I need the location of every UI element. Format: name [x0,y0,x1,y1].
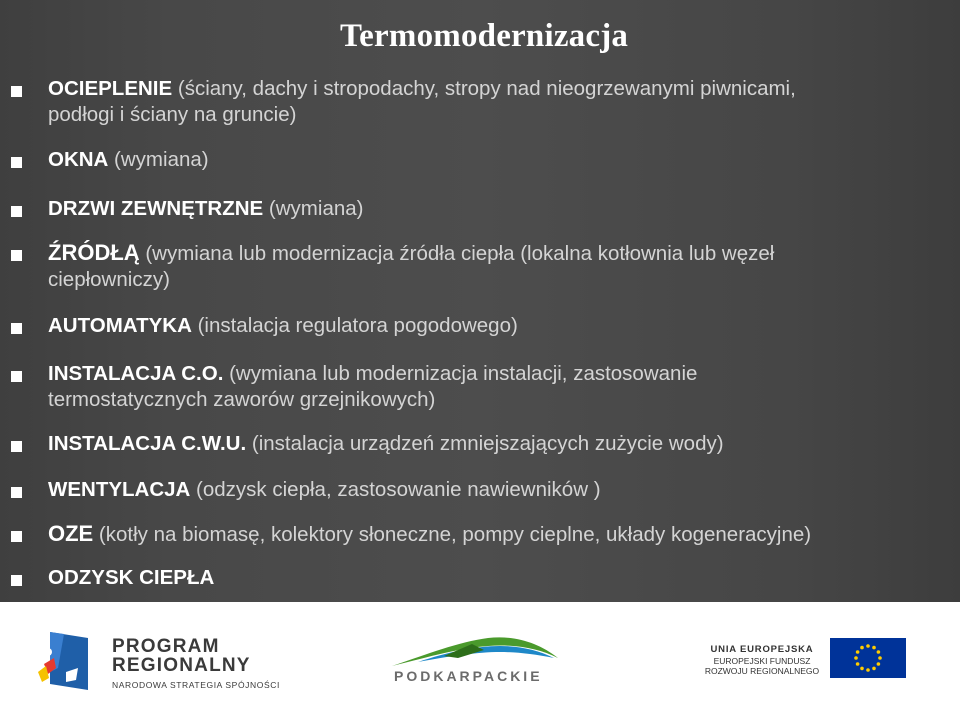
nss-subtitle: NARODOWA STRATEGIA SPÓJNOŚCI [112,680,280,690]
item-description-continued: termostatycznych zaworów grzejnikowych) [48,388,436,411]
item-keyword: AUTOMATYKA [48,314,192,337]
podkarpackie-logo [388,628,573,688]
mountains-icon [388,628,573,668]
square-bullet-icon [11,86,22,97]
podkarpackie-label: PODKARPACKIE [394,668,543,684]
item-description: (wymiana) [263,197,364,220]
item-description: (wymiana) [108,148,209,171]
item-description-continued: ciepłowniczy) [48,268,170,291]
square-bullet-icon [11,441,22,452]
item-description: (wymiana lub modernizacja źródła ciepła (lokalna kotłownia lub węzeł [139,242,775,265]
item-keyword: ODZYSK CIEPŁA [48,566,215,589]
efrr-label-line2: ROZWOJU REGIONALNEGO [704,666,820,676]
program-label: PROGRAM [112,636,220,657]
square-bullet-icon [11,206,22,217]
slide-title: Termomodernizacja [340,18,629,54]
item-keyword: OKNA [48,148,109,171]
square-bullet-icon [11,250,22,261]
square-bullet-icon [11,157,22,168]
regionalny-label: REGIONALNY [112,655,251,676]
item-description: (instalacja regulatora pogodowego) [191,314,518,337]
item-description: (wymiana lub modernizacja instalacji, zastosowanie [223,362,698,385]
item-keyword: DRZWI ZEWNĘTRZNE [48,197,264,220]
square-bullet-icon [11,487,22,498]
square-bullet-icon [11,371,22,382]
item-keyword: OZE [48,521,94,546]
eu-label: UNIA EUROPEJSKA [710,644,814,655]
square-bullet-icon [11,323,22,334]
item-keyword: INSTALACJA C.W.U. [48,432,247,455]
eu-logo [690,638,920,678]
square-bullet-icon [11,575,22,586]
item-description: (odzysk ciepła, zastosowanie nawiewników ) [190,478,601,501]
logo-footer [0,602,960,720]
item-description: (kotły na biomasę, kolektory słoneczne, pompy cieplne, układy kogeneracyjne) [93,523,812,546]
eu-flag-icon [830,638,906,678]
square-bullet-icon [11,531,22,542]
efrr-label-line1: EUROPEJSKI FUNDUSZ [713,656,811,666]
item-keyword: INSTALACJA C.O. [48,362,224,385]
nss-flag-icon [36,628,106,694]
item-description: (instalacja urządzeń zmniejszających zużycie wody) [246,432,724,455]
item-description: (ściany, dachy i stropodachy, stropy nad nieogrzewanymi piwnicami, [172,77,796,100]
item-keyword: OCIEPLENIE [48,77,173,100]
program-regionalny-logo [36,628,306,698]
item-keyword: ŹRÓDŁĄ [48,240,140,265]
item-keyword: WENTYLACJA [48,478,191,501]
item-description-continued: podłogi i ściany na gruncie) [48,103,297,126]
